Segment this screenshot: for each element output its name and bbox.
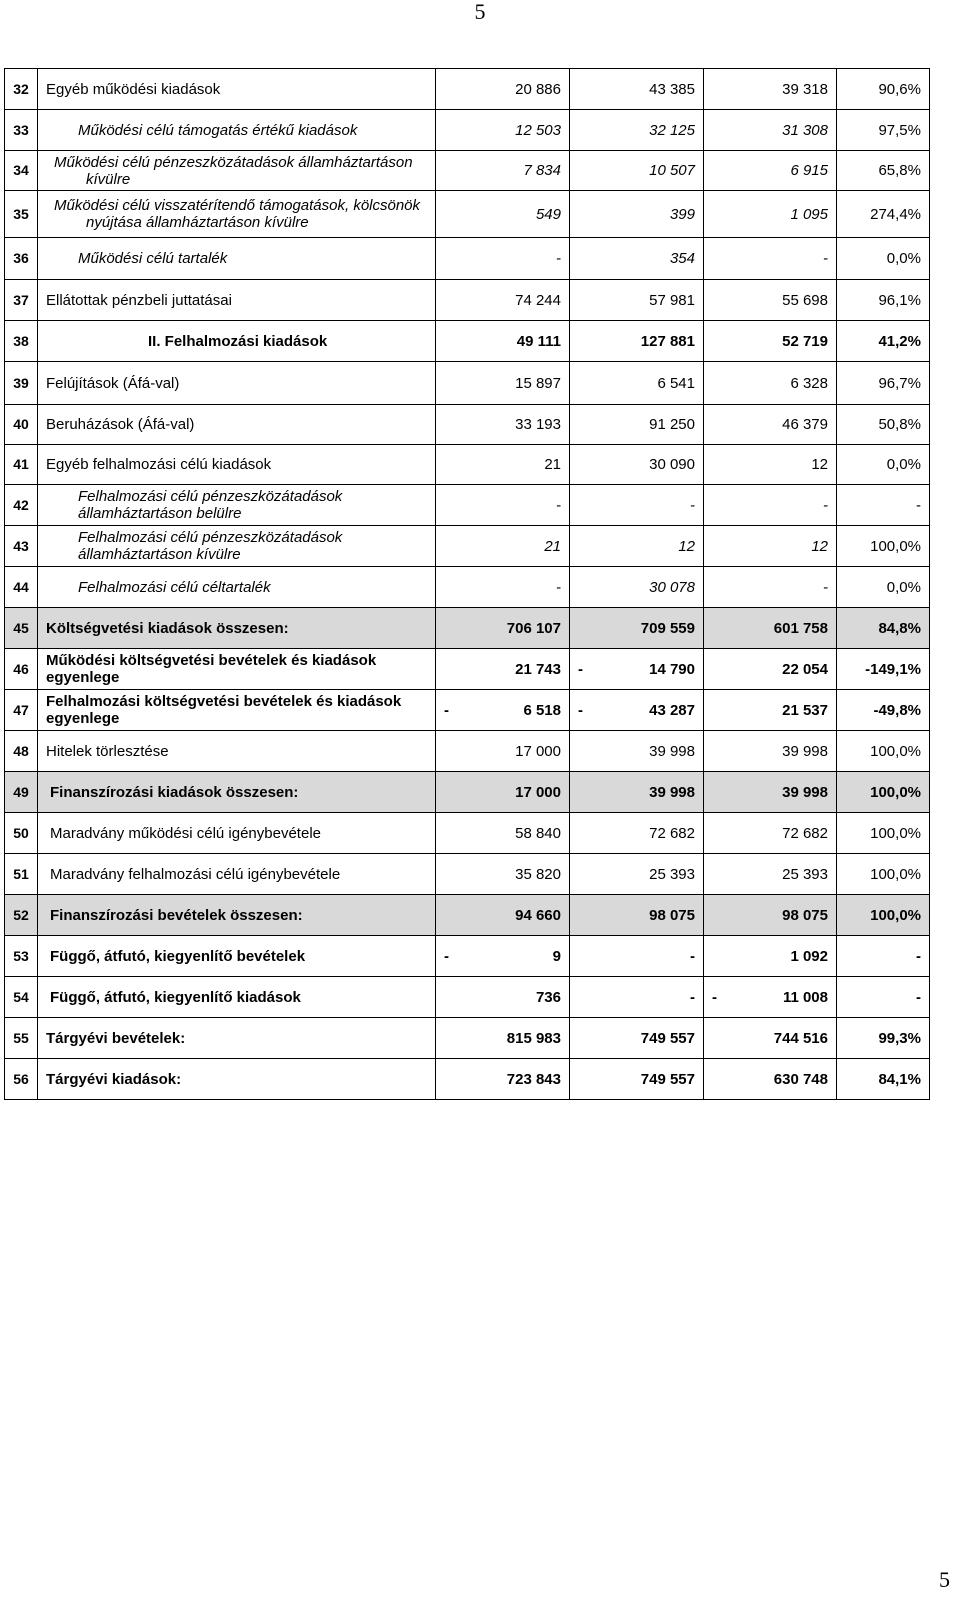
cell-percent: 0,0% (837, 445, 930, 485)
table-row (5, 772, 930, 813)
cell-value: 709 559 (570, 608, 704, 649)
row-number: 56 (5, 1059, 38, 1100)
row-label: Egyéb működési kiadások (38, 69, 436, 110)
cell-value: - (436, 567, 570, 608)
cell-percent: 100,0% (837, 772, 930, 813)
row-label: Működési költségvetési bevételek és kiadások egyenlege (38, 649, 436, 690)
cell-value: 749 557 (570, 1018, 704, 1059)
row-label: Működési célú pénzeszközátadások államháztartáson kívülre (54, 153, 413, 188)
cell-value: 98 075 (704, 895, 837, 936)
cell-value: 14 790 (649, 660, 695, 678)
cell-value: 30 090 (570, 445, 704, 485)
cell-percent: 65,8% (837, 151, 930, 191)
cell-value: 21 (436, 526, 570, 567)
table-row (5, 1059, 930, 1100)
row-label: Működési célú támogatás értékű kiadások (38, 110, 436, 151)
row-label: Maradvány működési célú igénybevétele (38, 813, 436, 854)
row-label: Tárgyévi bevételek: (38, 1018, 436, 1059)
budget-table (4, 68, 930, 1100)
cell-percent: 100,0% (837, 854, 930, 895)
table-row (5, 936, 930, 977)
row-label: Egyéb felhalmozási célú kiadások (38, 445, 436, 485)
row-number: 53 (5, 936, 38, 977)
row-number: 32 (5, 69, 38, 110)
cell-value: 39 318 (704, 69, 837, 110)
table-row (5, 895, 930, 936)
cell-percent: 0,0% (837, 567, 930, 608)
table-row (5, 151, 930, 191)
cell-percent: 99,3% (837, 1018, 930, 1059)
row-number: 42 (5, 485, 38, 526)
cell-value: 25 393 (704, 854, 837, 895)
row-number: 47 (5, 690, 38, 731)
cell-value: 11 008 (782, 988, 828, 1006)
table-row (5, 690, 930, 731)
cell-value: 12 (570, 526, 704, 567)
cell-percent: 0,0% (837, 238, 930, 280)
row-label: Finanszírozási kiadások összesen: (38, 772, 436, 813)
cell-value: 749 557 (570, 1059, 704, 1100)
table-row (5, 977, 930, 1018)
row-label-cell (38, 526, 436, 567)
cell-percent: 41,2% (837, 321, 930, 362)
table-row (5, 191, 930, 238)
minus-sign: - (444, 947, 449, 965)
cell-value: 55 698 (704, 280, 837, 321)
cell-value: 7 834 (436, 151, 570, 191)
cell-percent: 100,0% (837, 731, 930, 772)
row-number: 44 (5, 567, 38, 608)
cell-value: - (704, 567, 837, 608)
row-number: 43 (5, 526, 38, 567)
row-label: Felhalmozási célú pénzeszközátadások államháztartáson belülre (78, 488, 343, 522)
cell-percent: 90,6% (837, 69, 930, 110)
table-row (5, 405, 930, 445)
cell-percent: 84,8% (837, 608, 930, 649)
row-number: 41 (5, 445, 38, 485)
cell-value: 744 516 (704, 1018, 837, 1059)
cell-percent: -49,8% (837, 690, 930, 731)
cell-value: 72 682 (704, 813, 837, 854)
table-row (5, 608, 930, 649)
row-label: Finanszírozási bevételek összesen: (38, 895, 436, 936)
row-label-cell (38, 485, 436, 526)
row-label: Tárgyévi kiadások: (38, 1059, 436, 1100)
cell-value: 17 000 (436, 731, 570, 772)
table-row (5, 731, 930, 772)
cell-value-cell (570, 690, 704, 731)
cell-value: 12 (704, 445, 837, 485)
cell-percent: 96,7% (837, 362, 930, 405)
cell-value: 6 328 (704, 362, 837, 405)
cell-value: - (704, 238, 837, 280)
cell-value: - (704, 485, 837, 526)
cell-value: 549 (436, 191, 570, 238)
cell-value: 74 244 (436, 280, 570, 321)
cell-value: 46 379 (704, 405, 837, 445)
cell-percent: 96,1% (837, 280, 930, 321)
table-row (5, 649, 930, 690)
cell-value: 25 393 (570, 854, 704, 895)
cell-value: 17 000 (436, 772, 570, 813)
cell-value: 91 250 (570, 405, 704, 445)
row-label: Ellátottak pénzbeli juttatásai (38, 280, 436, 321)
row-number: 45 (5, 608, 38, 649)
cell-percent: 100,0% (837, 895, 930, 936)
row-number: 38 (5, 321, 38, 362)
table-row (5, 280, 930, 321)
cell-value: 12 503 (436, 110, 570, 151)
cell-value: - (570, 936, 704, 977)
cell-value: - (436, 238, 570, 280)
cell-value: 33 193 (436, 405, 570, 445)
cell-value: 354 (570, 238, 704, 280)
cell-value: - (570, 977, 704, 1018)
cell-value: 20 886 (436, 69, 570, 110)
row-number: 55 (5, 1018, 38, 1059)
cell-value: 94 660 (436, 895, 570, 936)
cell-value: 21 537 (704, 690, 837, 731)
row-number: 48 (5, 731, 38, 772)
row-label: Költségvetési kiadások összesen: (38, 608, 436, 649)
cell-percent: - (837, 485, 930, 526)
cell-value: 39 998 (704, 731, 837, 772)
cell-value: 706 107 (436, 608, 570, 649)
cell-value: 630 748 (704, 1059, 837, 1100)
table-row (5, 445, 930, 485)
cell-value: 10 507 (570, 151, 704, 191)
cell-percent: 97,5% (837, 110, 930, 151)
cell-value: 43 287 (649, 701, 695, 719)
row-label: Felhalmozási célú céltartalék (38, 567, 436, 608)
table-row (5, 69, 930, 110)
row-label: Felhalmozási költségvetési bevételek és kiadások egyenlege (38, 690, 436, 731)
cell-value: 43 385 (570, 69, 704, 110)
row-number: 39 (5, 362, 38, 405)
cell-value: 15 897 (436, 362, 570, 405)
row-number: 33 (5, 110, 38, 151)
page-number-bottom: 5 (939, 1567, 950, 1592)
cell-percent: 274,4% (837, 191, 930, 238)
row-label: Beruházások (Áfá-val) (38, 405, 436, 445)
cell-percent: - (837, 977, 930, 1018)
row-label: Függő, átfutó, kiegyenlítő kiadások (38, 977, 436, 1018)
cell-value: 98 075 (570, 895, 704, 936)
cell-value: 815 983 (436, 1018, 570, 1059)
minus-sign: - (712, 988, 717, 1006)
row-number: 50 (5, 813, 38, 854)
page-number-top: 5 (474, 0, 486, 24)
cell-value: 399 (570, 191, 704, 238)
row-label: II. Felhalmozási kiadások (38, 321, 436, 362)
cell-value: 39 998 (570, 772, 704, 813)
row-label-cell (38, 191, 436, 238)
cell-value: 30 078 (570, 567, 704, 608)
cell-value: 6 518 (523, 701, 561, 719)
row-number: 52 (5, 895, 38, 936)
row-label: Felhalmozási célú pénzeszközátadások államháztartáson kívülre (78, 529, 343, 563)
cell-percent: -149,1% (837, 649, 930, 690)
cell-value: 35 820 (436, 854, 570, 895)
row-number: 46 (5, 649, 38, 690)
cell-value: 1 092 (704, 936, 837, 977)
cell-value-cell (436, 690, 570, 731)
cell-value: 52 719 (704, 321, 837, 362)
table-row (5, 485, 930, 526)
table-row (5, 854, 930, 895)
row-label: Maradvány felhalmozási célú igénybevétele (38, 854, 436, 895)
cell-percent: 84,1% (837, 1059, 930, 1100)
cell-percent: 100,0% (837, 526, 930, 567)
cell-value: 39 998 (570, 731, 704, 772)
cell-value: 49 111 (436, 321, 570, 362)
cell-value: 6 915 (704, 151, 837, 191)
cell-value: 39 998 (704, 772, 837, 813)
minus-sign: - (578, 660, 583, 678)
row-number: 35 (5, 191, 38, 238)
row-label: Működési célú visszatérítendő támogatások, kölcsönök nyújtása államháztartáson kívülre (54, 197, 421, 231)
cell-value: 723 843 (436, 1059, 570, 1100)
cell-value: - (570, 485, 704, 526)
cell-percent: 50,8% (837, 405, 930, 445)
cell-value: 6 541 (570, 362, 704, 405)
table-row (5, 321, 930, 362)
cell-value: 31 308 (704, 110, 837, 151)
cell-value: 127 881 (570, 321, 704, 362)
cell-value: 736 (436, 977, 570, 1018)
table-row (5, 567, 930, 608)
cell-value: 57 981 (570, 280, 704, 321)
minus-sign: - (578, 701, 583, 719)
cell-percent: - (837, 936, 930, 977)
minus-sign: - (444, 701, 449, 719)
row-label-cell (38, 151, 436, 191)
cell-value: 21 743 (436, 649, 570, 690)
row-number: 36 (5, 238, 38, 280)
cell-value: 1 095 (704, 191, 837, 238)
row-number: 51 (5, 854, 38, 895)
cell-value: 32 125 (570, 110, 704, 151)
cell-value: 21 (436, 445, 570, 485)
table-row (5, 813, 930, 854)
table-row (5, 110, 930, 151)
cell-value: 12 (704, 526, 837, 567)
row-label: Függő, átfutó, kiegyenlítő bevételek (38, 936, 436, 977)
cell-value: 22 054 (704, 649, 837, 690)
cell-value-cell (570, 649, 704, 690)
row-number: 54 (5, 977, 38, 1018)
cell-value: - (436, 485, 570, 526)
cell-value-cell (436, 936, 570, 977)
cell-value-cell (704, 977, 837, 1018)
row-label: Működési célú tartalék (38, 238, 436, 280)
table-row (5, 238, 930, 280)
cell-value: 72 682 (570, 813, 704, 854)
row-number: 40 (5, 405, 38, 445)
cell-percent: 100,0% (837, 813, 930, 854)
row-label: Felújítások (Áfá-val) (38, 362, 436, 405)
cell-value: 58 840 (436, 813, 570, 854)
row-number: 34 (5, 151, 38, 191)
table-row (5, 526, 930, 567)
row-number: 49 (5, 772, 38, 813)
cell-value: 601 758 (704, 608, 837, 649)
table-row (5, 1018, 930, 1059)
table-row (5, 362, 930, 405)
row-label: Hitelek törlesztése (38, 731, 436, 772)
row-number: 37 (5, 280, 38, 321)
cell-value: 9 (552, 947, 561, 965)
